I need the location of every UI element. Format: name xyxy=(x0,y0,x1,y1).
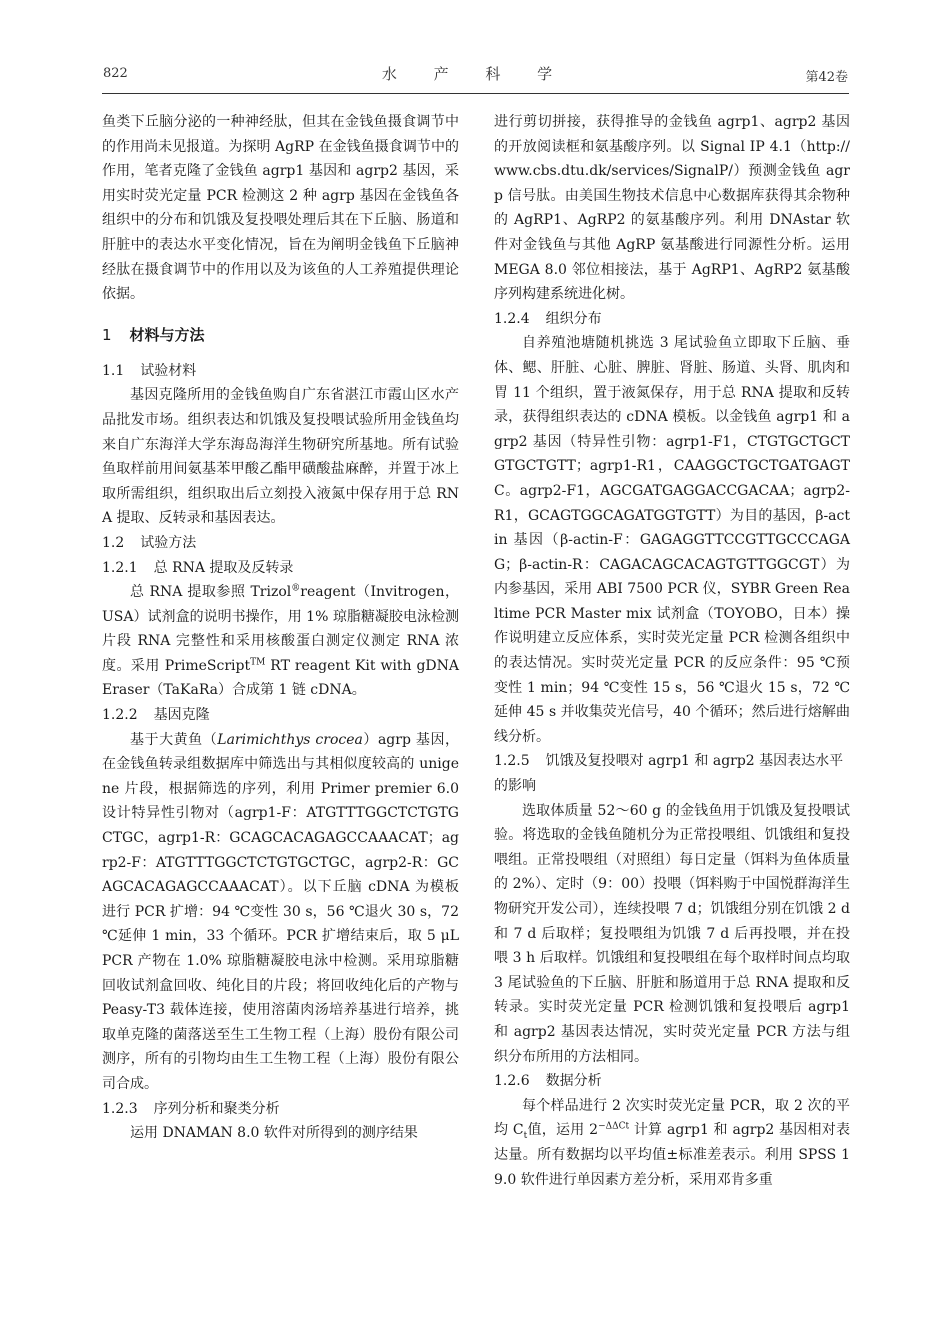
subsection-1-2-3-heading xyxy=(102,1097,459,1122)
subsection-1-2-5-heading xyxy=(494,749,850,798)
trademark-mark: TM xyxy=(250,657,266,668)
subsection-1-2-heading xyxy=(102,531,459,556)
text-run: reagent（Invitrogen，USA）试剂盒的说明书操作，用 1% 琼脂糖凝胶电泳检测片段 RNA 完整性和采用核酸蛋白测定仪测定 RNA 浓度。采用 PrimeScript xyxy=(102,584,459,674)
journal-title: 水 产 科 学 xyxy=(381,65,569,83)
subsection-title: 基因克隆 xyxy=(153,707,210,724)
subsection-number: 1.2.2 xyxy=(102,707,138,724)
text-run: RT reagent Kit with gDNA Eraser（TaKaRa）合成第 1 链 cDNA。 xyxy=(102,657,460,699)
paragraph-starvation-refeeding: 选取体质量 52～60 g 的金钱鱼用于饥饿及复投喂试验。将选取的金钱鱼随机分为正常投喂组、饥饿组和复投喂组。正常投喂组（对照组）每日定量（饵料为鱼体质量的 2%）、定时（9：00）投喂（饵料购于中国悦群海洋生物研究开发公司），连续投喂 7 d；饥饿组分别在饥饿 2 d 和 7 d 后取样；复投喂组为饥饿 7 d 后再投喂，并在投喂 3 h 后取样。饥饿组和复投喂组在每个取样时间点均取 3 尾试验鱼的下丘脑、肝脏和肠道用于总 RNA 提取和反转录。实时荧光定量 PCR 检测饥饿和复投喂后 agrp1 和 agrp2 基因表达情况，实时荧光定量 PCR 方法与组织分布所用的方法相同。 xyxy=(494,802,850,1065)
left-column xyxy=(102,110,459,1146)
subsection-1-2-2-heading xyxy=(102,703,459,728)
paragraph-data-analysis xyxy=(494,1094,850,1192)
subsection-number: 1.2.4 xyxy=(494,310,530,327)
subsection-title: 数据分析 xyxy=(545,1073,602,1090)
right-column xyxy=(494,110,850,1192)
subsection-title: 总 RNA 提取及反转录 xyxy=(153,559,294,576)
delta-ct-superscript: −ΔΔCt xyxy=(598,1121,630,1132)
subsection-number: 1.2 xyxy=(102,534,125,551)
subsection-title: 组织分布 xyxy=(545,310,602,327)
subsection-number: 1.2.6 xyxy=(494,1073,530,1090)
text-run: 基于大黄鱼（ xyxy=(130,731,218,748)
subsection-number: 1.2.5 xyxy=(494,753,530,770)
subsection-1-1-heading xyxy=(102,359,459,384)
paragraph-sequence-analysis-cont: 进行剪切拼接，获得推导的金钱鱼 agrp1、agrp2 基因的开放阅读框和氨基酸序列。以 Signal IP 4.1（http://www.cbs.dtu.dk/services/SignalP/）预测金钱鱼 agrp 信号肽。由美国生物技术信息中心数据库获得其余物种的 AgRP1、AgRP2 的氨基酸序列。利用 DNAstar 软件对金钱鱼与其他 AgRP 氨基酸进行同源性分析。运用 MEGA 8.0 邻位相接法，基于 AgRP1、AgRP2 氨基酸序列构建系统进化树。 xyxy=(494,114,850,303)
volume-label: 第42卷 xyxy=(805,70,848,85)
subsection-number: 1.1 xyxy=(102,362,125,379)
subsection-title: 序列分析和聚类分析 xyxy=(153,1100,280,1117)
species-name: Larimichthys crocea xyxy=(217,731,363,748)
subsection-number: 1.2.1 xyxy=(102,559,138,576)
intro-paragraph: 鱼类下丘脑分泌的一种神经肽，但其在金钱鱼摄食调节中的作用尚未见报道。为探明 AgRP 在金钱鱼摄食调节中的作用，笔者克隆了金钱鱼 agrp1 基因和 agrp2 基因，采用实时荧光定量 PCR 检测这 2 种 agrp 基因在金钱鱼各组织中的分布和饥饿及复投喂处理后其在下丘脑、肠道和肝脏中的表达水平变化情况，旨在为阐明金钱鱼下丘脑神经肽在摄食调节中的作用以及为该鱼的人工养殖提供理论依据。 xyxy=(102,114,459,303)
subsection-title: 试验材料 xyxy=(140,362,197,379)
text-run: 总 RNA 提取参照 Trizol xyxy=(130,584,292,601)
subsection-title: 饥饿及复投喂对 agrp1 和 agrp2 基因表达水平的影响 xyxy=(494,753,844,795)
text-run: 每个样品进行 2 次实时荧光定量 PCR，取 2 次的平均 C xyxy=(494,1097,850,1139)
text-run: ）agrp 基因，在金钱鱼转录组数据库中筛选出与其相似度较高的 unigene 片段，根据筛选的序列，利用 Primer premier 6.0 设计特异性引物对（agrp1-F：ATGTTTGGCTCTGTGCTGC，agrp1-R：GCAGCACAGAGCCAAACAT；agrp2-F：ATGTTTGGCTCTGTGCTGC，agrp2-R：GCAGCACAGAGCCAAACAT）。以下丘脑 cDNA 为模板进行 PCR 扩增：94 ℃变性 30 s，56 ℃退火 30 s，72 ℃延伸 1 min，33 个循环。PCR 扩增结束后，取 5 μL PCR 产物在 1.0% 琼脂糖凝胶电泳中检测。采用琼脂糖回收试剂盒回收、纯化目的片段；将回收纯化后的产物与 Peasy-T3 载体连接，使用溶菌肉汤培养基进行培养，挑取单克隆的菌落送至生工生物工程（上海）股份有限公司测序，所有的引物均由生工生物工程（上海）股份有限公司合成。 xyxy=(102,731,459,1092)
paragraph-gene-cloning xyxy=(102,728,459,1097)
section-1-heading xyxy=(102,307,459,359)
text-run: 值，运用 2 xyxy=(527,1122,599,1139)
paragraph-materials: 基因克隆所用的金钱鱼购自广东省湛江市霞山区水产品批发市场。组织表达和饥饿及复投喂试验所用金钱鱼均来自广东海洋大学东海岛海洋生物研究所基地。所有试验鱼取样前用间氨基苯甲酸乙酯甲磺酸盐麻醉，并置于冰上取所需组织，组织取出后立刻投入液氮中保存用于总 RNA 提取、反转录和基因表达。 xyxy=(102,387,459,527)
text-run: 计算 agrp1 和 agrp2 基因相对表达量。所有数据均以平均值±标准差表示。利用 SPSS 19.0 软件进行单因素方差分析，采用邓肯多重 xyxy=(494,1122,850,1188)
paragraph-sequence-analysis: 运用 DNAMAN 8.0 软件对所得到的测序结果 xyxy=(130,1125,418,1142)
subsection-1-2-6-heading xyxy=(494,1069,850,1094)
subsection-number: 1.2.3 xyxy=(102,1100,138,1117)
subsection-1-2-4-heading xyxy=(494,307,850,332)
section-number: 1 xyxy=(102,325,112,344)
ct-subscript: t xyxy=(523,1131,528,1142)
page-number: 822 xyxy=(103,66,128,81)
paragraph-tissue-distribution: 自养殖池塘随机挑选 3 尾试验鱼立即取下丘脑、垂体、鳃、肝脏、心脏、脾脏、肾脏、肠道、头肾、肌肉和胃 11 个组织，置于液氮保存，用于总 RNA 提取和反转录，获得组织表达的 cDNA 模板。以金钱鱼 agrp1 和 agrp2 基因（特异性引物：agrp1-F1，CTGTGCTGCTGTGCTGTT；agrp1-R1，CAAGGCTGCTGATGAGTC。agrp2-F1，AGCGATGAGGACCGACAA；agrp2-R1，GCAGTGGCAGATGGTGTT）为目的基因，β-actin 基因（β-actin-F：GAGAGGTTCCGTTGCCCAGAG；β-actin-R：CAGACAGCACAGTGTTGGCGT）为内参基因，采用 ABI 7500 PCR 仪，SYBR Green Realtime PCR Master mix 试剂盒（TOYOBO，日本）操作说明建立反应体系，实时荧光定量 PCR 检测各组织中的表达情况。实时荧光定量 PCR 的反应条件：95 ℃预变性 1 min；94 ℃变性 15 s，56 ℃退火 15 s，72 ℃延伸 45 s 并收集荧光信号，40 个循环；然后进行熔解曲线分析。 xyxy=(494,335,850,745)
header-rule xyxy=(102,93,849,94)
registered-mark: ® xyxy=(291,583,301,594)
paragraph-rna-extraction xyxy=(102,580,459,703)
subsection-title: 试验方法 xyxy=(140,534,197,551)
section-title: 材料与方法 xyxy=(129,325,205,344)
subsection-1-2-1-heading xyxy=(102,556,459,581)
